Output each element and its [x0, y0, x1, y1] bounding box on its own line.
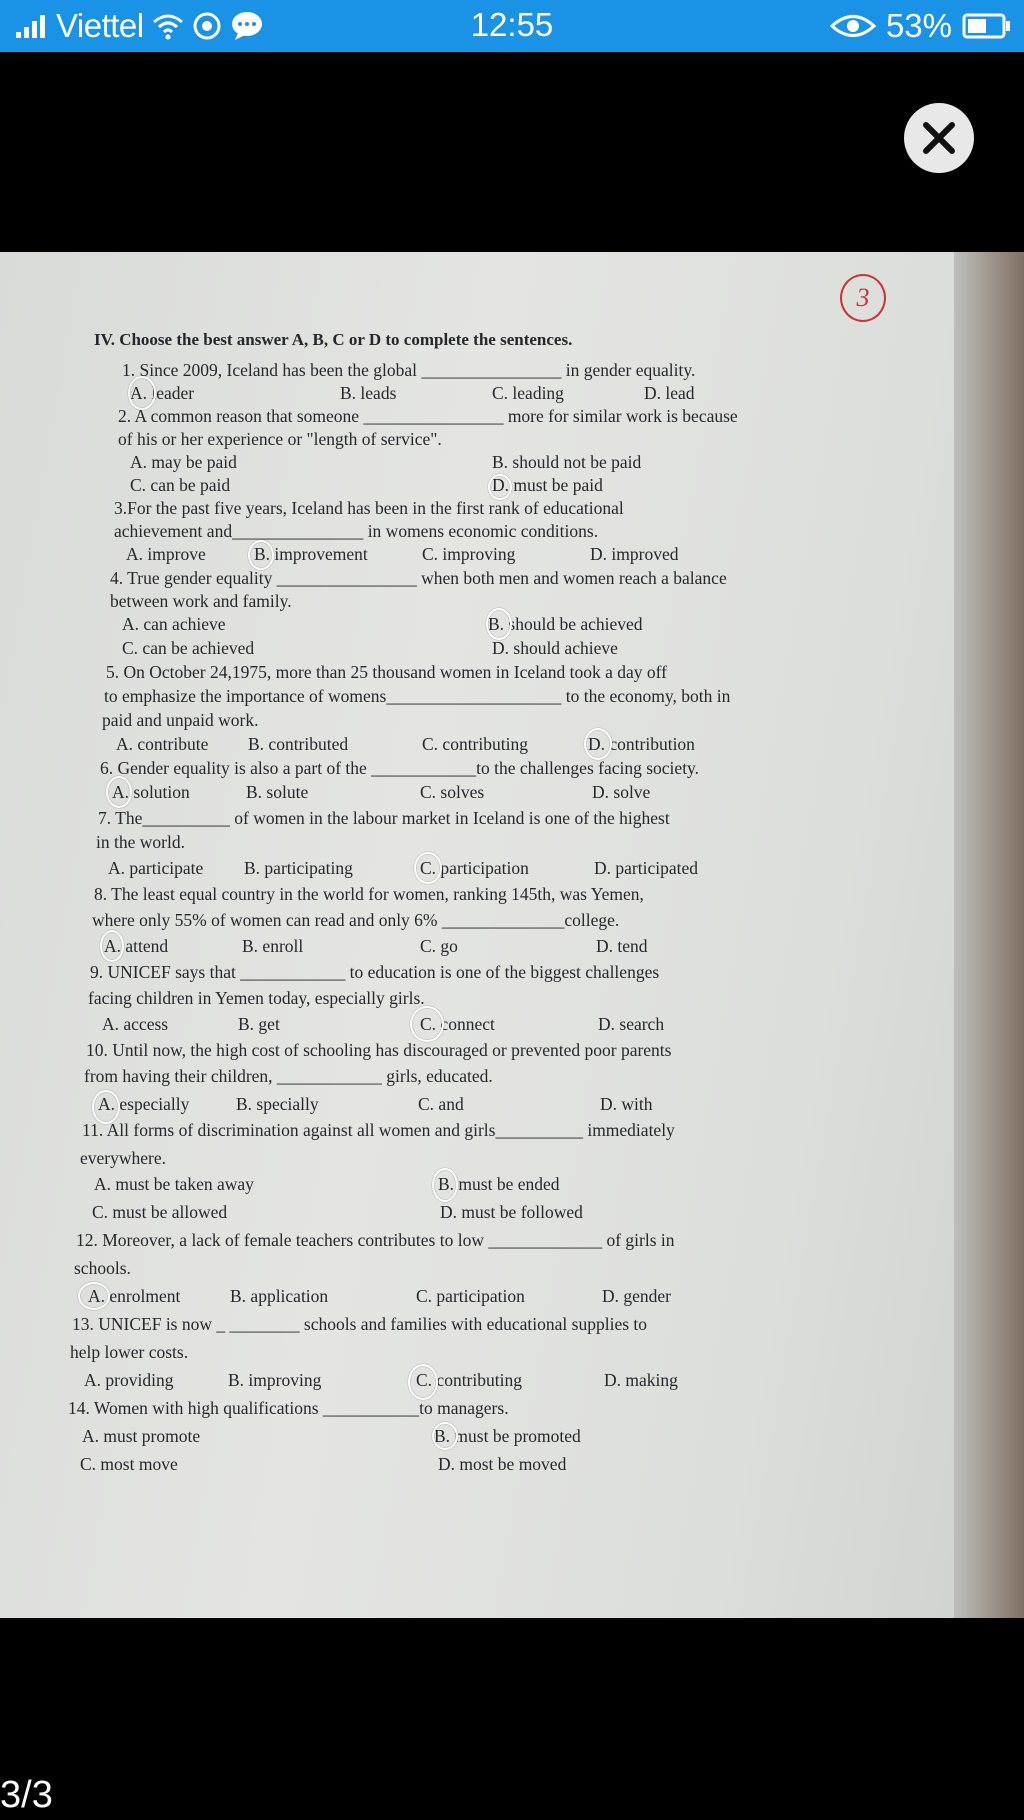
q4-option-c: C. can be achieved [122, 638, 255, 658]
q14-option-c: C. most move [80, 1454, 178, 1474]
q11-option-b: B. must be ended [438, 1174, 560, 1194]
q1-option-a: A. leader [130, 383, 195, 403]
close-icon [921, 120, 957, 156]
q6-option-b: B. solute [246, 782, 309, 802]
q2-option-c: C. can be paid [130, 475, 231, 495]
q12-option-b: B. application [230, 1286, 329, 1306]
q4-option-b: B. should be achieved [488, 614, 643, 634]
q14-option-d: D. most be moved [438, 1454, 567, 1474]
q1-option-c: C. leading [492, 383, 564, 403]
worksheet-photo[interactable] [0, 252, 1024, 1618]
question-10-cont: from having their children, ____________ girls, educated. [84, 1066, 493, 1086]
section-heading: IV. Choose the best answer A, B, C or D to complete the sentences. [94, 330, 573, 349]
q5-option-b: B. contributed [248, 734, 349, 754]
q1-option-d: D. lead [644, 383, 695, 403]
q11-option-d: D. must be followed [440, 1202, 583, 1222]
answer-circle-q12 [78, 1282, 110, 1310]
question-5: 5. On October 24,1975, more than 25 thousand women in Iceland took a day off [106, 662, 668, 682]
eye-icon [830, 13, 876, 39]
q6-option-d: D. solve [592, 782, 651, 802]
handwritten-page-number: 3 [840, 274, 886, 322]
q8-option-b: B. enroll [242, 936, 304, 956]
q9-option-a: A. access [102, 1014, 169, 1034]
q13-option-a: A. providing [84, 1370, 174, 1390]
q9-option-c: C. connect [420, 1014, 495, 1034]
q10-option-c: C. and [418, 1094, 464, 1114]
answer-circle-q3 [248, 540, 274, 570]
q3-option-a: A. improve [126, 544, 206, 564]
q14-option-b: B. must be promoted [434, 1426, 581, 1446]
question-11-cont: everywhere. [80, 1148, 166, 1168]
status-bar [0, 0, 1024, 52]
question-13: 13. UNICEF is now _ ________ schools and families with educational supplies to [72, 1314, 648, 1334]
carrier-name: Viettel [56, 7, 144, 44]
question-7-cont: in the world. [96, 832, 185, 852]
q9-option-d: D. search [598, 1014, 665, 1034]
q2-option-a: A. may be paid [130, 452, 237, 472]
q6-option-c: C. solves [420, 782, 485, 802]
q5-option-d: D. contribution [588, 734, 695, 754]
battery-percent: 53% [885, 7, 952, 44]
answer-circle-q11 [432, 1168, 458, 1202]
q10-option-b: B. specially [236, 1094, 319, 1114]
answer-circle-q13 [408, 1364, 438, 1400]
q3-option-c: C. improving [422, 544, 516, 564]
question-13-cont: help lower costs. [70, 1342, 189, 1362]
q13-option-c: C. contributing [416, 1370, 522, 1390]
q7-option-c: C. participation [420, 858, 529, 878]
q13-option-d: D. making [604, 1370, 678, 1390]
page-counter: 3/3 [0, 1774, 53, 1816]
q4-option-d: D. should achieve [492, 638, 618, 658]
q3-option-d: D. improved [590, 544, 679, 564]
q7-option-a: A. participate [108, 858, 204, 878]
question-4-cont: between work and family. [110, 591, 292, 611]
answer-circle-q14 [432, 1422, 458, 1450]
question-12: 12. Moreover, a lack of female teachers contributes to low _____________ of girls in [76, 1230, 675, 1250]
answer-circle-q1 [128, 376, 156, 410]
answer-circle-q8 [100, 930, 124, 962]
answer-circle-q5 [584, 728, 612, 760]
question-1: 1. Since 2009, Iceland has been the global ________________ in gender equality. [122, 360, 696, 380]
q8-option-c: C. go [420, 936, 458, 956]
question-8: 8. The least equal country in the world for women, ranking 145th, was Yemen, [94, 884, 644, 904]
q4-option-a: A. can achieve [122, 614, 226, 634]
q10-option-a: A. especially [98, 1094, 190, 1114]
answer-circle-q6 [106, 776, 132, 808]
q7-option-d: D. participated [594, 858, 698, 878]
answer-circle-q9 [410, 1006, 444, 1042]
q12-option-a: A. enrolment [88, 1286, 181, 1306]
question-12-cont: schools. [74, 1258, 131, 1278]
q9-option-b: B. get [238, 1014, 280, 1034]
question-6: 6. Gender equality is also a part of the ____________to the challenges facing society. [100, 758, 700, 778]
question-8-cont: where only 55% of women can read and only 6% ______________college. [92, 910, 620, 930]
question-3: 3.For the past five years, Iceland has been in the first rank of educational [114, 498, 624, 518]
question-7: 7. The__________ of women in the labour market in Iceland is one of the highest [98, 808, 670, 828]
question-9-cont: facing children in Yemen today, especially girls. [88, 988, 425, 1008]
question-5-cont: to emphasize the importance of womens____________________ to the economy, both in [104, 686, 731, 706]
question-9: 9. UNICEF says that ____________ to education is one of the biggest challenges [90, 962, 660, 982]
close-button[interactable] [904, 103, 974, 173]
answer-circle-q2 [488, 474, 512, 500]
question-4: 4. True gender equality ________________ when both men and women reach a balance [110, 568, 727, 588]
question-14: 14. Women with high qualifications ___________to managers. [68, 1398, 509, 1418]
answer-circle-q7 [414, 852, 442, 884]
q8-option-a: A. attend [104, 936, 169, 956]
q5-option-a: A. contribute [116, 734, 209, 754]
battery-icon [962, 13, 1012, 39]
q5-option-c: C. contributing [422, 734, 528, 754]
q12-option-d: D. gender [602, 1286, 672, 1306]
question-5-cont-2: paid and unpaid work. [102, 710, 259, 730]
q11-option-a: A. must be taken away [94, 1174, 254, 1194]
status-right [830, 6, 1012, 46]
q3-option-b: B. improvement [254, 544, 368, 564]
q2-option-d: D. must be paid [492, 475, 603, 495]
answer-circle-q4 [486, 608, 512, 640]
status-time: 12:55 [470, 6, 554, 43]
paper-stack-edge [954, 252, 1024, 1618]
q14-option-a: A. must promote [82, 1426, 201, 1446]
q1-option-b: B. leads [340, 383, 397, 403]
q13-option-b: B. improving [228, 1370, 322, 1390]
question-3-cont: achievement and_______________ in womens economic conditions. [114, 521, 599, 541]
q7-option-b: B. participating [244, 858, 353, 878]
q6-option-a: A. solution [112, 782, 190, 802]
question-2-cont: of his or her experience or "length of service". [118, 429, 442, 449]
q8-option-d: D. tend [596, 936, 648, 956]
q10-option-d: D. with [600, 1094, 653, 1114]
question-11: 11. All forms of discrimination against all women and girls__________ immediately [82, 1120, 675, 1140]
question-10: 10. Until now, the high cost of schooling has discouraged or prevented poor parents [86, 1040, 672, 1060]
q2-option-b: B. should not be paid [492, 452, 642, 472]
answer-circle-q10 [92, 1090, 120, 1124]
q12-option-c: C. participation [416, 1286, 525, 1306]
q11-option-c: C. must be allowed [92, 1202, 228, 1222]
worksheet-page [0, 252, 950, 1618]
question-2: 2. A common reason that someone ________________ more for similar work is because [118, 406, 738, 426]
